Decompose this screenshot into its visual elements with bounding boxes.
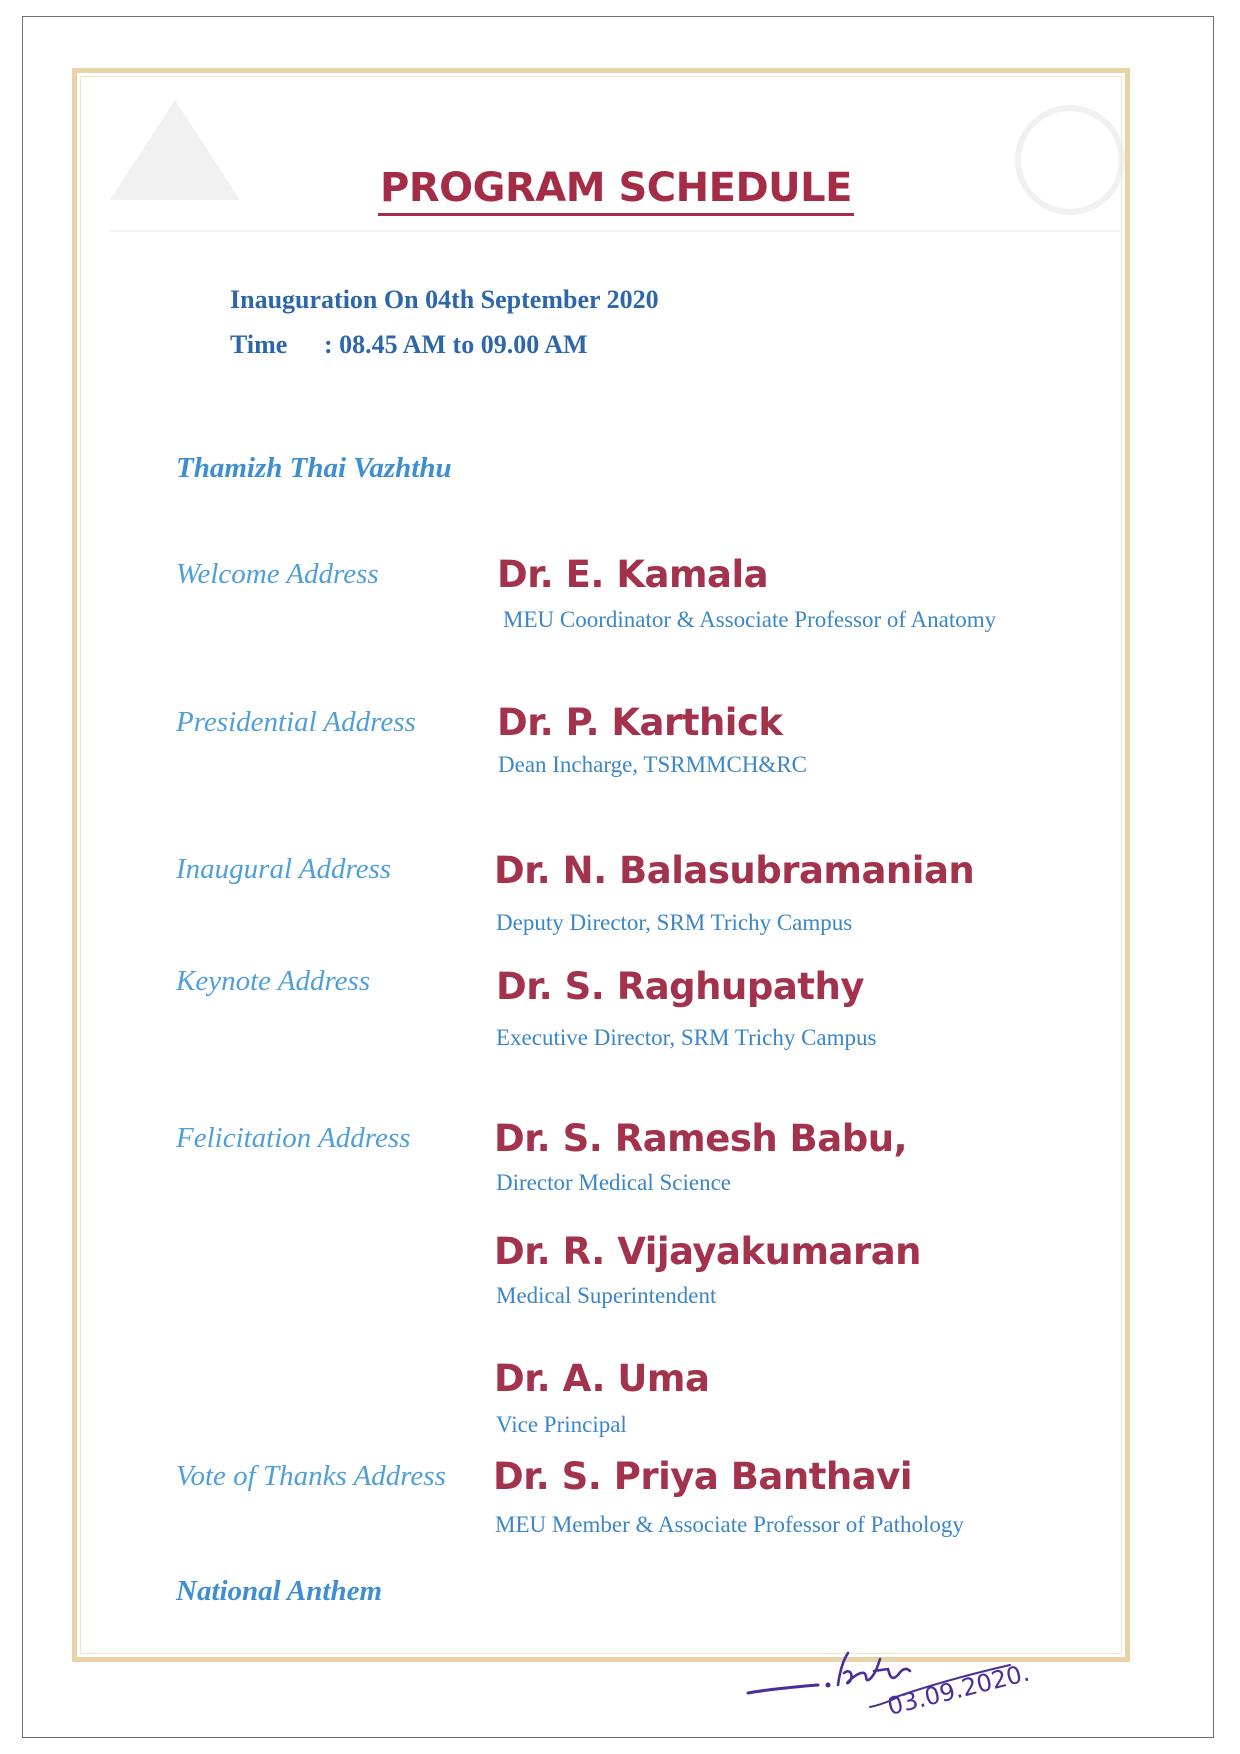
item-label-inaugural: Inaugural Address: [176, 853, 392, 885]
speaker-name-keynote: Dr. S. Raghupathy: [496, 965, 864, 1008]
page-title: [0, 165, 1240, 216]
speaker-role-keynote: Executive Director, SRM Trichy Campus: [496, 1025, 877, 1050]
svg-text:03.09.2020.: 03.09.2020.: [884, 1658, 1033, 1721]
time-label: Time: [230, 330, 288, 359]
speaker-name-felicitation: Dr. S. Ramesh Babu,: [494, 1117, 908, 1160]
speaker-role-inaugural: Deputy Director, SRM Trichy Campus: [496, 910, 853, 935]
handwritten-signature: [740, 1615, 1040, 1725]
title-text: PROGRAM SCHEDULE: [378, 165, 854, 216]
speaker-role-welcome: MEU Coordinator & Associate Professor of Anatomy: [503, 607, 997, 632]
speaker-role-felicitation-2: Medical Superintendent: [496, 1283, 717, 1308]
time-line: [230, 330, 588, 360]
item-label-felicitation: Felicitation Address: [176, 1122, 411, 1154]
item-label-keynote: Keynote Address: [176, 965, 371, 997]
speaker-name-welcome: Dr. E. Kamala: [497, 553, 769, 596]
speaker-role-presidential: Dean Incharge, TSRMMCH&RC: [498, 752, 807, 777]
speaker-name-inaugural: Dr. N. Balasubramanian: [494, 849, 975, 892]
inauguration-line: Inauguration On 04th September 2020: [230, 285, 659, 314]
speaker-role-felicitation: Director Medical Science: [496, 1170, 731, 1195]
speaker-name-felicitation-2: Dr. R. Vijayakumaran: [494, 1230, 922, 1273]
item-label-vote-of-thanks: Vote of Thanks Address: [176, 1460, 446, 1492]
speaker-name-vote-of-thanks: Dr. S. Priya Banthavi: [493, 1455, 913, 1498]
time-value: : 08.45 AM to 09.00 AM: [324, 330, 588, 359]
item-label-national-anthem: National Anthem: [176, 1575, 383, 1607]
speaker-name-felicitation-3: Dr. A. Uma: [494, 1357, 710, 1400]
speaker-name-presidential: Dr. P. Karthick: [497, 701, 783, 744]
item-label-welcome: Welcome Address: [176, 558, 379, 590]
item-label-thamizh-thai-vazhthu: Thamizh Thai Vazhthu: [176, 452, 452, 484]
speaker-role-vote-of-thanks: MEU Member & Associate Professor of Pathology: [495, 1512, 964, 1537]
item-label-presidential: Presidential Address: [176, 706, 416, 738]
speaker-role-felicitation-3: Vice Principal: [496, 1412, 627, 1437]
